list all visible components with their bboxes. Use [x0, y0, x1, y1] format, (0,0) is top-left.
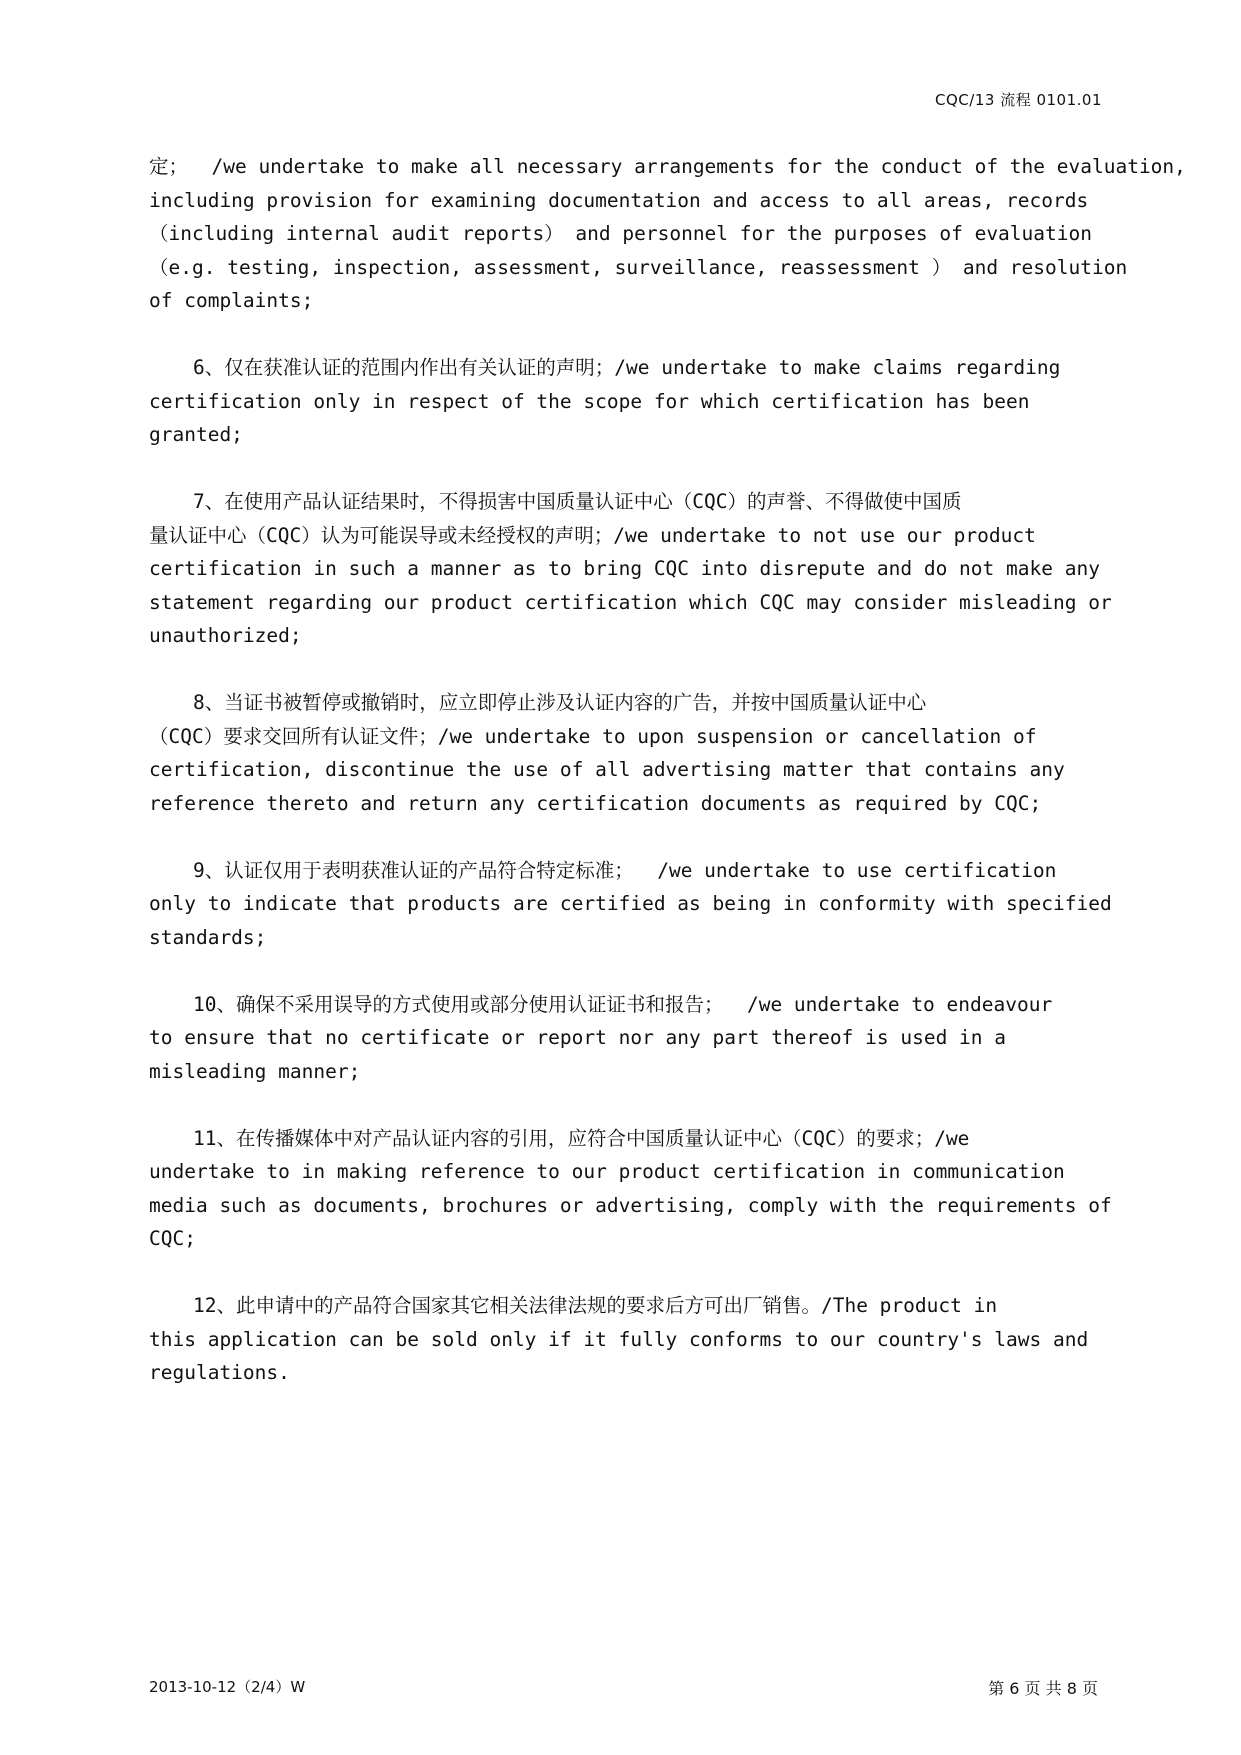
- clause-line: only to indicate that products are certified as being in conformity with specified: [149, 892, 1112, 915]
- footer-page-indicator: 第 6 页 共 8 页: [988, 1679, 1098, 1698]
- clause-line: 9、认证仅用于表明获准认证的产品符合特定标准； /we undertake to use certification: [193, 858, 1057, 882]
- clause-12: [149, 1289, 1159, 1390]
- clause-line: （including internal audit reports） and personnel for the purposes of evaluation: [149, 222, 1092, 245]
- clause-line: 10、确保不采用误导的方式使用或部分使用认证证书和报告； /we undertake to endeavour: [193, 992, 1053, 1016]
- clause-line: including provision for examining documentation and access to all areas, records: [149, 188, 1089, 212]
- clause-6: [149, 351, 1159, 452]
- clause-line: （e.g. testing, inspection, assessment, surveillance, reassessment ） and resolution: [149, 255, 1128, 279]
- clause-line: 定； /we undertake to make all necessary arrangements for the conduct of the evaluation,: [149, 155, 1186, 178]
- clauses-body: [149, 150, 1186, 1423]
- clause-line: this application can be sold only if it fully conforms to our country's laws and: [149, 1327, 1089, 1351]
- clause-5-continued: [149, 150, 1186, 318]
- clause-line: 量认证中心（CQC）认为可能误导或未经授权的声明；/we undertake to not use our product: [149, 523, 1036, 547]
- clause-line: of complaints;: [149, 289, 314, 312]
- clause-9: [149, 854, 1159, 955]
- clause-line: CQC;: [149, 1227, 196, 1250]
- clause-line: 6、仅在获准认证的范围内作出有关认证的声明；/we undertake to make claims regarding: [193, 356, 1061, 379]
- clause-line: to ensure that no certificate or report nor any part thereof is used in a: [149, 1026, 1007, 1049]
- clause-line: （CQC）要求交回所有认证文件；/we undertake to upon suspension or cancellation of: [149, 724, 1037, 748]
- clause-line: certification in such a manner as to bring CQC into disrepute and do not make any: [149, 557, 1100, 580]
- clause-line: reference thereto and return any certification documents as required by CQC;: [149, 791, 1042, 815]
- clause-line: standards;: [149, 925, 267, 949]
- clause-line: certification only in respect of the scope for which certification has been: [149, 389, 1030, 413]
- clause-10: [149, 988, 1159, 1089]
- clause-7: [149, 485, 1159, 653]
- clause-line: 8、当证书被暂停或撤销时，应立即停止涉及认证内容的广告，并按中国质量认证中心: [193, 691, 927, 714]
- clause-line: 7、在使用产品认证结果时，不得损害中国质量认证中心（CQC）的声誉、不得做使中国质: [193, 490, 962, 513]
- clause-line: statement regarding our product certification which CQC may consider misleading or: [149, 590, 1112, 614]
- clause-11: [149, 1122, 1159, 1256]
- clause-line: certification, discontinue the use of all advertising matter that contains any: [149, 758, 1065, 781]
- clause-line: granted;: [149, 423, 243, 446]
- document-code: CQC/13 流程 0101.01: [935, 91, 1102, 109]
- clause-line: regulations.: [149, 1361, 290, 1384]
- clause-line: 12、此申请中的产品符合国家其它相关法律法规的要求后方可出厂销售。/The product in: [193, 1294, 998, 1317]
- clause-line: undertake to in making reference to our product certification in communication: [149, 1160, 1065, 1183]
- clause-line: unauthorized;: [149, 624, 302, 647]
- clause-line: misleading manner;: [149, 1059, 361, 1083]
- footer-date-version: 2013-10-12（2/4）W: [149, 1678, 306, 1696]
- clause-8: [149, 686, 1159, 820]
- clause-line: 11、在传播媒体中对产品认证内容的引用，应符合中国质量认证中心（CQC）的要求；/we: [193, 1126, 970, 1150]
- clause-line: media such as documents, brochures or advertising, comply with the requirements of: [149, 1193, 1112, 1217]
